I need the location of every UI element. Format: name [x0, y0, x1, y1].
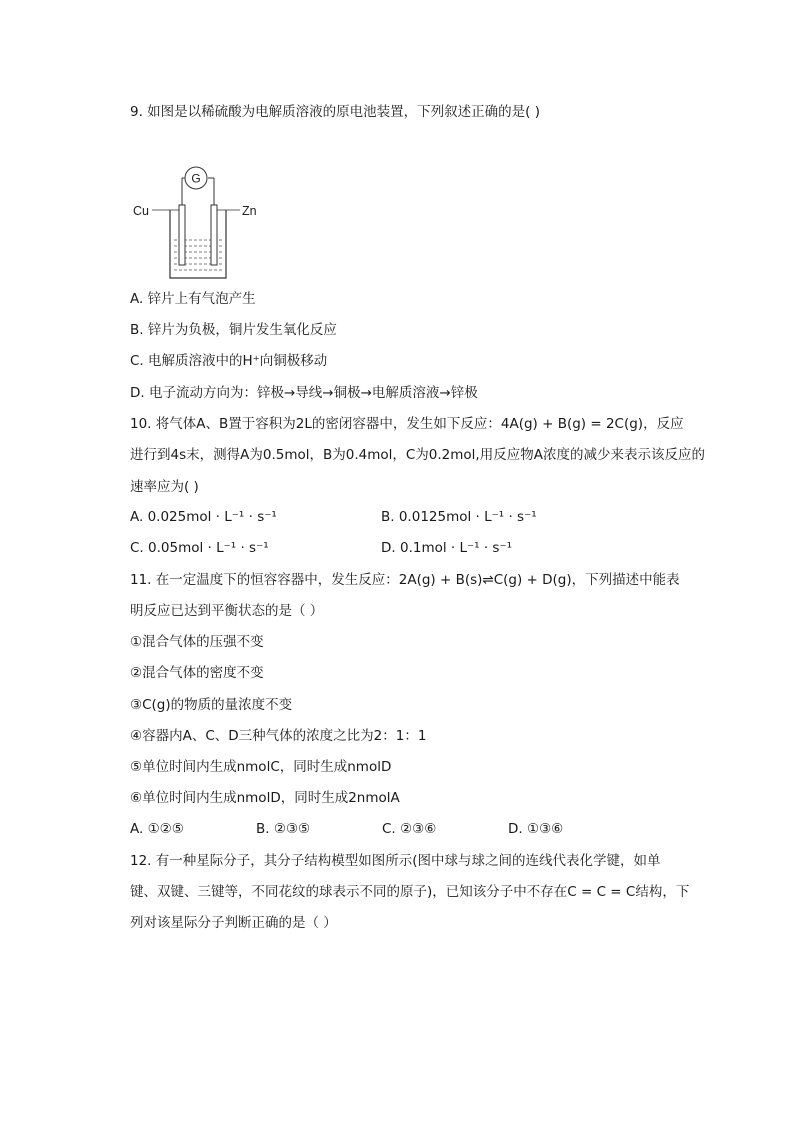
galvanometer-label: G — [191, 171, 201, 186]
q11-stem-line-2: 明反应已达到平衡状态的是（ ） — [130, 603, 324, 619]
q10-option-d: D. 0.1mol · L⁻¹ · s⁻¹ — [381, 540, 512, 556]
q11-statement-3: ③C(g)的物质的量浓度不变 — [130, 697, 293, 713]
q10-stem-line-1: 10. 将气体A、B置于容积为2L的密闭容器中，发生如下反应：4A(g) + B(g) = 2C(g)，反应 — [130, 416, 684, 432]
q9-stem: 9. 如图是以稀硫酸为电解质溶液的原电池装置，下列叙述正确的是( ) — [130, 104, 540, 120]
q9-option-d: D. 电子流动方向为：锌极→导线→铜极→电解质溶液→锌极 — [130, 385, 478, 401]
q10-stem-line-3: 速率应为( ) — [130, 479, 199, 495]
q9-option-b: B. 锌片为负极，铜片发生氧化反应 — [130, 322, 337, 338]
q11-option-a: A. ①②⑤ — [130, 821, 184, 837]
copper-electrode — [179, 205, 185, 265]
q10-stem-line-2: 进行到4s末，测得A为0.5mol，B为0.4mol，C为0.2mol,用反应物A浓度的减少来表示该反应的 — [130, 447, 705, 463]
q9-option-c: C. 电解质溶液中的H⁺向铜极移动 — [130, 353, 328, 369]
zinc-electrode — [211, 205, 217, 265]
q11-statement-5: ⑤单位时间内生成nmolC，同时生成nmolD — [130, 759, 392, 775]
q11-statement-2: ②混合气体的密度不变 — [130, 665, 264, 681]
q10-option-c: C. 0.05mol · L⁻¹ · s⁻¹ — [130, 540, 269, 556]
q9-option-a: A. 锌片上有气泡产生 — [130, 291, 256, 307]
q11-stem-line-1: 11. 在一定温度下的恒容容器中，发生反应：2A(g) + B(s)⇌C(g) + D(g)，下列描述中能表 — [130, 572, 680, 588]
q11-option-d: D. ①③⑥ — [508, 821, 564, 837]
q11-option-c: C. ②③⑥ — [382, 821, 437, 837]
q10-option-b: B. 0.0125mol · L⁻¹ · s⁻¹ — [381, 509, 537, 525]
q11-statement-4: ④容器内A、C、D三种气体的浓度之比为2：1：1 — [130, 728, 427, 744]
zinc-label: Zn — [242, 204, 257, 218]
q10-option-a: A. 0.025mol · L⁻¹ · s⁻¹ — [130, 509, 277, 525]
q12-stem-line-2: 键、双键、三键等，不同花纹的球表示不同的原子)，已知该分子中不存在C = C = C结构，下 — [130, 884, 690, 900]
copper-label: Cu — [133, 204, 149, 218]
q12-stem-line-3: 列对该星际分子判断正确的是（ ） — [130, 915, 337, 931]
q11-option-b: B. ②③⑤ — [256, 821, 311, 837]
q11-statement-6: ⑥单位时间内生成nmolD，同时生成2nmolA — [130, 790, 400, 806]
q12-stem-line-1: 12. 有一种星际分子，其分子结构模型如图所示(图中球与球之间的连线代表化学键，如单 — [130, 853, 661, 869]
q11-statement-1: ①混合气体的压强不变 — [130, 634, 264, 650]
beaker — [170, 210, 226, 278]
galvanic-cell-figure — [128, 160, 278, 285]
